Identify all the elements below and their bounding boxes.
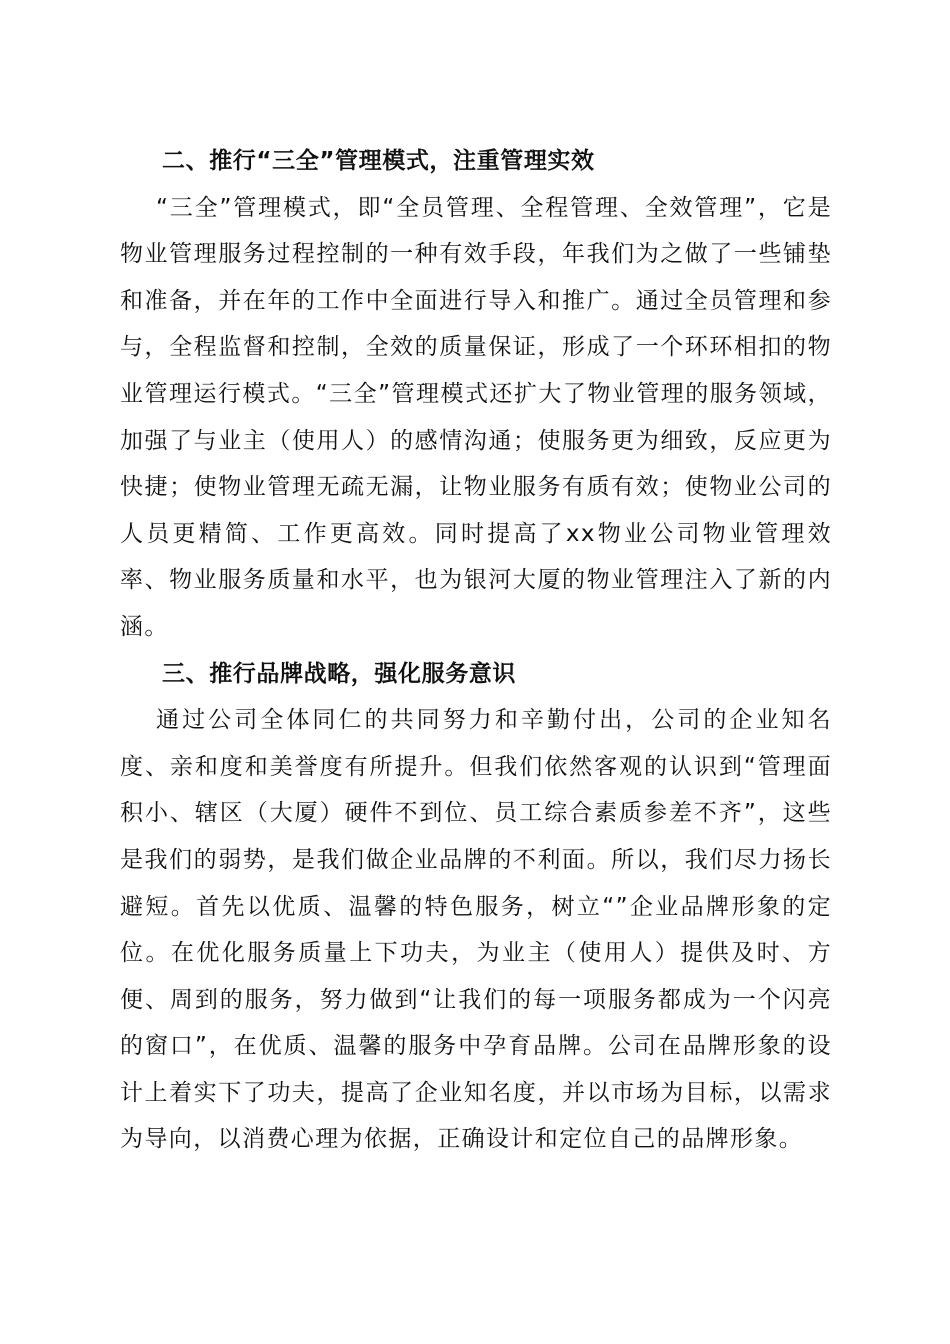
section-3-paragraph: 通过公司全体同仁的共同努力和辛勤付出，公司的企业知名度、亲和度和美誉度有所提升。但我们依然客观的认识到“管理面积小、辖区（大厦）硬件不到位、员工综合素质参差不齐”，这些是我们的弱势，是我们做企业品牌的不利面。所以，我们尽力扬长避短。首先以优质、温馨的特色服务，树立“”企业品牌形象的定位。在优化服务质量上下功夫，为业主（使用人）提供及时、方便、周到的服务，努力做到“让我们的每一项服务都成为一个闪亮的窗口”，在优质、温馨的服务中孕育品牌。公司在品牌形象的设计上着实下了功夫，提高了企业知名度，并以市场为目标，以需求为导向，以消费心理为依据，正确设计和定位自己的品牌形象。 xyxy=(120,707,832,1153)
section-3-heading: 三、推行品牌战略，强化服务意识 xyxy=(162,660,516,687)
document-body xyxy=(120,138,832,1163)
section-2-paragraph: “三全”管理模式，即“全员管理、全程管理、全效管理”，它是物业管理服务过程控制的一种有效手段，年我们为之做了一些铺垫和准备，并在年的工作中全面进行导入和推广。通过全员管理和参与，全程监督和控制，全效的质量保证，形成了一个环环相扣的物业管理运行模式。“三全”管理模式还扩大了物业管理的服务领域，加强了与业主（使用人）的感情沟通；使服务更为细致，反应更为快捷；使物业管理无疏无漏，让物业服务有质有效；使物业公司的人员更精简、工作更高效。同时提高了xx物业公司物业管理效率、物业服务质量和水平，也为银河大厦的物业管理注入了新的内涵。 xyxy=(120,194,832,640)
section-2-heading: 二、推行“三全”管理模式，注重管理实效 xyxy=(162,148,595,174)
